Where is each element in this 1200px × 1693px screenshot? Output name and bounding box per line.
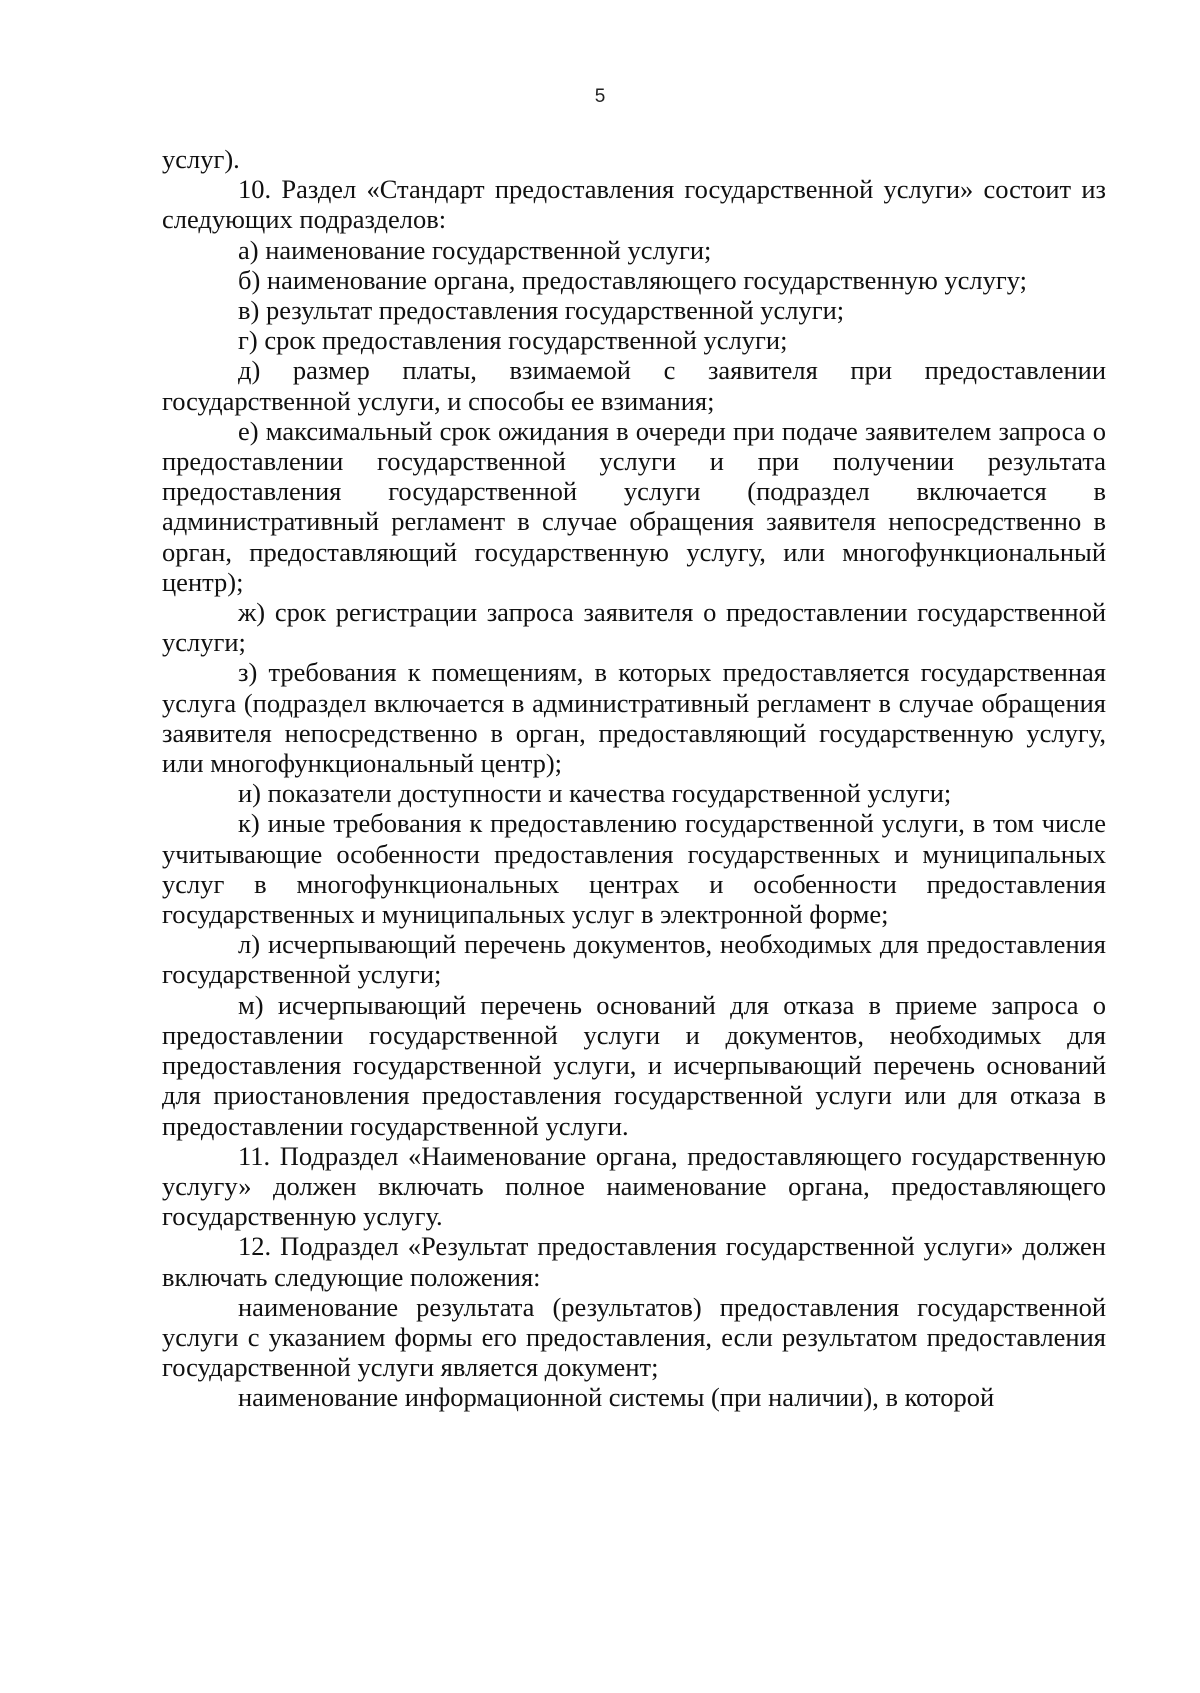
list-item-zh: ж) срок регистрации запроса заявителя о предоставлении государственной услуги; (162, 597, 1106, 658)
list-item-k: к) иные требования к предоставлению государственной услуги, в том числе учитывающие особенности предоставления государственных и муниципальных услуг в многофункциональных центрах и особенности предоставления государственных и муниципальных услуг в электронной форме; (162, 808, 1106, 930)
paragraph-12: 12. Подраздел «Результат предоставления государственной услуги» должен включать следующие положения: (162, 1231, 1106, 1292)
list-item-a: а) наименование государственной услуги; (238, 234, 712, 265)
list-item-i: и) показатели доступности и качества государственной услуги; (238, 778, 952, 809)
paragraph-11: 11. Подраздел «Наименование органа, предоставляющего государственную услугу» должен включать полное наименование органа, предоставляющего государственную услугу. (162, 1140, 1106, 1232)
paragraph-12-item-1: наименование результата (результатов) предоставления государственной услуги с указанием формы его предоставления, если результатом предоставления государственной услуги является документ; (162, 1291, 1106, 1383)
list-item-m: м) исчерпывающий перечень оснований для отказа в приеме запроса о предоставлении государственной услуги и документов, необходимых для предоставления государственной услуги, и исчерпывающий перечень оснований для приостановления предоставления государственной услуги или для отказа в предоставлении государственной услуги. (162, 989, 1106, 1141)
page-number: 5 (594, 86, 606, 107)
list-item-g: г) срок предоставления государственной услуги; (238, 325, 788, 356)
paragraph-continuation: услуг). (162, 144, 240, 174)
list-item-d: д) размер платы, взимаемой с заявителя при предоставлении государственной услуги, и способы ее взимания; (162, 355, 1106, 416)
list-item-l: л) исчерпывающий перечень документов, необходимых для предоставления государственной услуги; (162, 929, 1106, 990)
document-body (162, 144, 1106, 1413)
list-item-b: б) наименование органа, предоставляющего государственную услугу; (238, 264, 1028, 295)
paragraph-12-item-2: наименование информационной системы (при наличии), в которой (238, 1382, 995, 1413)
paragraph-10: 10. Раздел «Стандарт предоставления государственной услуги» состоит из следующих подразделов: (162, 174, 1106, 235)
list-item-e: е) максимальный срок ожидания в очереди при подаче заявителем запроса о предоставлении государственной услуги и при получении результата предоставления государственной услуги (подраздел включается в административный регламент в случае обращения заявителя непосредственно в орган, предоставляющий государственную услугу, или многофункциональный центр); (162, 415, 1106, 597)
list-item-v: в) результат предоставления государственной услуги; (238, 295, 845, 326)
list-item-z: з) требования к помещениям, в которых предоставляется государственная услуга (подраздел включается в административный регламент в случае обращения заявителя непосредственно в орган, предоставляющий государственную услугу, или многофункциональный центр); (162, 657, 1106, 779)
